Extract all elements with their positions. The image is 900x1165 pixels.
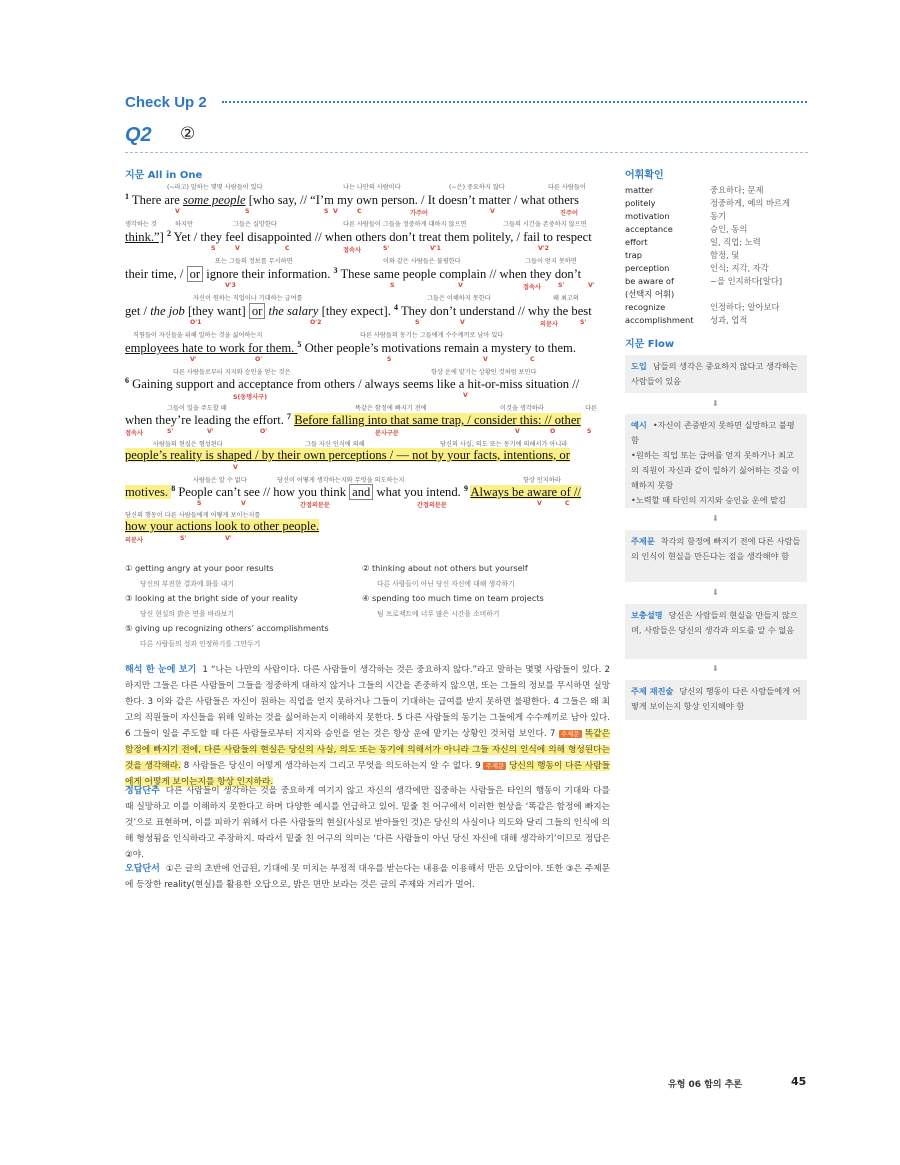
anno: 다른 사람들이 [548, 184, 586, 191]
anno: 그들은 이해하지 못한다 [427, 295, 491, 302]
vocab-row: acceptance 승인, 동의 [625, 223, 748, 234]
sentence-5: employees hate to work for them. $^5$ Other people’s motivations remain a mystery to them. [125, 340, 576, 356]
answer-explanation [125, 783, 610, 863]
translation-highlight: 똑같은 함정에 빠지기 전에, 다른 사람들의 현실은 당신의 사실, 의도 또는 동기에 의해서가 아니라 그들 자신의 인식에 의해 형성된다는 것을 생각해라. [125, 729, 610, 771]
footer-section: 유형 06 함의 추론 [668, 1080, 743, 1090]
answer-text: 다른 사람들이 생각하는 것을 중요하게 여기지 않고 자신의 생각에만 집중하는 사람들은 타인의 행동이 기대와 다를 때 실망하고 이를 이해하지 못한다고 하며 다양한 예시를 언급하고 있어. 밑줄 친 어구에서 이러한 현상을 ‘똑같은 함정에 빠지는 것’으로 표현하며, 이를 피하기 위해서 다른 사람들의 현실(사실로 받아들인 것)은 당신의 사실이나 의도와 달리 그들의 인식에 의해 형성됨을 인식하라고 주장하지. 따라서 밑줄 친 어구의 의미는 ‘다른 사람들이 아닌 당신 자신에 대해 생각하기’이므로 정답은 ②야. [125, 786, 610, 860]
anno: 직원들이 자신들을 위해 일하는 것을 싫어하는지 [133, 332, 263, 339]
anno: 하지만 [175, 221, 193, 228]
gram-mark: V [333, 208, 338, 215]
gram-mark: C [357, 208, 362, 215]
gram-mark: 간접의문문 [300, 502, 330, 509]
gram-mark: C [530, 356, 535, 363]
vocab-list [625, 183, 810, 326]
gram-mark: O' [255, 356, 263, 363]
gram-mark: C [565, 500, 570, 507]
down-arrow-icon: ⬇ [712, 514, 719, 523]
gram-mark: S [324, 208, 329, 215]
vocab-row: effort 일, 직업; 노력 [625, 236, 761, 247]
vocab-row: motivation 동기 [625, 210, 727, 221]
anno: 당신의 사실, 의도 또는 동기에 의해서가 아니라 [440, 441, 568, 448]
gram-mark: S' [580, 319, 587, 326]
down-arrow-icon: ⬇ [712, 588, 719, 597]
anno: 사람들은 알 수 없다 [193, 477, 247, 484]
topic-tag: 주제문 [560, 730, 580, 738]
sentence-7: when they’re leading the effort. $^7$ Before falling into that same trap, / consider this: // other [125, 412, 581, 428]
gram-mark: S' [180, 535, 187, 542]
anno: 항상 인지하라 [523, 477, 561, 484]
anno: 그들 자신 인식에 의해 [305, 441, 365, 448]
anno: 이와 같은 사람들은 불평한다 [383, 258, 461, 265]
gram-mark: S [245, 208, 250, 215]
gram-mark: C [285, 245, 290, 252]
sentence-8: people’s reality is shaped / by their own perceptions / — not by your facts, intentions, or [125, 448, 570, 462]
anno: 그들의 시간을 존중하지 않으면 [503, 221, 587, 228]
gram-mark: 진주어 [560, 210, 578, 217]
anno: 생각하는 것 [125, 221, 157, 228]
answer-symbol: ② [180, 124, 196, 144]
anno: (~은) 중요하지 않다 [449, 184, 505, 191]
wrong-label: 오답단서 [125, 864, 160, 874]
passage [125, 182, 610, 542]
anno: 다른 사람들의 동기는 그들에게 수수께끼로 남아 있다 [360, 332, 504, 339]
gram-mark: S [415, 319, 420, 326]
anno: 똑같은 함정에 빠지기 전에 [355, 405, 427, 412]
anno: 나는 나만의 사람이다 [343, 184, 401, 191]
page-title: Check Up 2 [125, 94, 207, 111]
anno: 당신이 어떻게 생각하는지와 무엇을 의도하는지 [277, 477, 405, 484]
passage-heading: 지문 All in One [125, 170, 203, 181]
sentence-4: get / the job [they want] or the salary [they expect]. $^4$ They don’t understand // why the best [125, 303, 592, 319]
flow-example: 예시 •자신이 존중받지 못하면 실망하고 불평함 •원하는 직업 또는 급여를 얻지 못하거나 최고의 직원이 자신과 같이 일하기 싫어하는 것을 이해하지 못함 •노력할 때 타인의 지지와 승인을 운에 맡김 [625, 414, 807, 508]
gram-mark: O [550, 428, 556, 435]
answer-label: 정답단추 [125, 786, 160, 796]
sentence-6: $^6$ Gaining support and acceptance from others / always seems like a hit-or-miss situation // [125, 376, 580, 392]
gram-mark: V [241, 500, 246, 507]
topic-tag: 주제문 [485, 762, 505, 770]
sentence-2: think.”] $^2$ Yet / they feel disappointed // when others don’t treat them politely, / fail to respect [125, 229, 592, 245]
anno: 다른 사람들로부터 지지와 승인을 얻는 것은 [173, 369, 291, 376]
gram-mark: V [537, 500, 542, 507]
translation-label: 해석 한 눈에 보기 [125, 665, 197, 675]
gram-mark: S' [167, 428, 174, 435]
option-2[interactable]: ② thinking about not others but yourself 다른 사람들이 아닌 당신 자신에 대해 생각하기 [362, 563, 528, 588]
gram-mark: V [463, 392, 468, 399]
translation-highlight: 당신의 행동이 다른 사람들에게 어떻게 보이는지를 항상 인지하라. [125, 761, 610, 787]
down-arrow-icon: ⬇ [712, 664, 719, 673]
gram-mark: O'2 [310, 319, 322, 326]
anno: 당신의 행동이 다른 사람들에게 어떻게 보이는지를 [125, 512, 261, 519]
translation [125, 662, 610, 790]
flow-restate: 주제 재진술 당신의 행동이 다른 사람들에게 어떻게 보이는지 항상 인지해야 함 [625, 680, 807, 720]
gram-mark: V' [588, 282, 595, 289]
gram-mark: S [197, 500, 202, 507]
anno: 또는 그들의 정보를 무시하면 [215, 258, 293, 265]
option-5[interactable]: ⑤ giving up recognizing others’ accomplishments 다른 사람들의 성과 인정하기를 그만두기 [125, 623, 329, 648]
gram-mark: V [458, 282, 463, 289]
page-number: 45 [791, 1075, 807, 1088]
sentence-10: how your actions look to other people. [125, 519, 320, 533]
section-divider [125, 152, 808, 153]
gram-mark: 접속사 [523, 284, 541, 291]
sentence-3: their time, / or ignore their information. $^3$ These same people complain // when they don’t [125, 266, 582, 282]
vocab-row: matter 중요하다; 문제 [625, 184, 764, 195]
flow-topic: 주제문 착각의 함정에 빠지기 전에 다른 사람들의 인식이 현실을 만든다는 점을 생각해야 함 [625, 530, 807, 582]
title-divider [222, 101, 807, 103]
gram-mark: 가주어 [410, 210, 428, 217]
anno: 다른 사람들이 그들을 정중하게 대하지 않으면 [343, 221, 467, 228]
vocab-row: be aware of ~을 인지하다[알다] [625, 275, 783, 286]
gram-mark: V' [190, 356, 197, 363]
gram-mark: S' [383, 245, 390, 252]
gram-mark: O' [260, 428, 268, 435]
flow-support: 보충설명 당신은 사람들의 현실을 만들지 않으며, 사람들은 당신의 생각과 의도를 알 수 없음 [625, 604, 807, 659]
anno: 왜 최고의 [553, 295, 579, 302]
option-1[interactable]: ① getting angry at your poor results 당신의 부진한 결과에 화를 내기 [125, 563, 274, 588]
gram-mark: S [587, 428, 592, 435]
translation-text: 1 “나는 나만의 사람이다. 다른 사람들이 생각하는 것은 중요하지 않다.”라고 말하는 몇몇 사람들이 있다. 2 하지만 그들은 다른 사람들이 그들을 정중하게 대하지 않거나 그들의 시간을 존중하지 않으면, 또는 그들의 정보를 무시하면 실망한다. 3 이와 같은 사람들은 자신이 원하는 직업을 얻지 못하거나 그들이 기대하는 급여를 받지 못하면 불평한다. 4 그들은 왜 최고의 직원들이 자신들을 위해 일하는 것을 싫어하는지 이해하지 못한다. 5 다른 사람들의 동기는 그들에게 수수께끼로 남아 있다. 6 그들이 일을 주도할 때 다른 사람들로부터 지지와 승인을 얻는 것은 항상 운에 맡기는 상황인 것처럼 보인다. 7 [125, 665, 610, 739]
anno: 항상 운에 맡기는 상황인 것처럼 보인다 [431, 369, 537, 376]
gram-mark: V [460, 319, 465, 326]
vocab-row: accomplishment 성과, 업적 [625, 314, 748, 325]
gram-mark: V [175, 208, 180, 215]
gram-mark: 의문사 [125, 537, 143, 544]
gram-mark: V' [207, 428, 214, 435]
gram-mark: S [211, 245, 216, 252]
gram-mark: S [387, 356, 392, 363]
gram-mark: 분사구문 [375, 430, 399, 437]
anno: (~라고) 말하는 몇몇 사람들이 있다 [167, 184, 263, 191]
vocab-heading: 어휘확인 [625, 170, 664, 181]
sentence-1: $^1$ There are some people [who say, // “I’m my own person. / It doesn’t matter / what others [125, 192, 579, 208]
gram-mark: V [233, 464, 238, 471]
gram-mark: S [390, 282, 395, 289]
gram-mark: O'1 [190, 319, 202, 326]
gram-mark: V [235, 245, 240, 252]
wrong-explanation [125, 861, 610, 893]
question-number: Q2 [125, 124, 152, 146]
flow-intro: 도입 남들의 생각은 중요하지 않다고 생각하는 사람들이 있음 [625, 355, 807, 393]
gram-mark: V'1 [430, 245, 441, 252]
sentence-9: motives. $^8$ People can’t see // how you think and what you intend. $^9$ Always be aware of // [125, 484, 581, 500]
vocab-row: politely 정중하게, 예의 바르게 [625, 197, 791, 208]
down-arrow-icon: ⬇ [712, 399, 719, 408]
answer-options [125, 563, 610, 648]
anno: 사람들의 현실은 형성된다 [153, 441, 223, 448]
vocab-row: perception 인식; 지각, 자각 [625, 262, 769, 273]
gram-mark: V [515, 428, 520, 435]
anno: 다른 [585, 405, 597, 412]
anno: 그들이 일을 주도할 때 [167, 405, 227, 412]
translation-text: 8 사람들은 당신이 어떻게 생각하는지 그리고 무엇을 의도하는지 알 수 없다. 9 [180, 761, 481, 771]
option-3[interactable]: ③ looking at the bright side of your reality 당신 현실의 밝은 면을 바라보기 [125, 593, 298, 618]
gram-mark: V [490, 208, 495, 215]
gram-mark: 간접의문문 [417, 502, 447, 509]
gram-mark: 접속사 [343, 247, 361, 254]
gram-mark: S(동명사구) [233, 394, 268, 401]
gram-mark: 의문사 [540, 321, 558, 328]
anno: 그들은 실망한다 [233, 221, 277, 228]
option-4[interactable]: ④ spending too much time on team projects 팀 프로젝트에 너무 많은 시간을 소비하기 [362, 593, 544, 618]
vocab-row: (선택지 어휘) [625, 288, 675, 299]
flow-heading: 지문 Flow [625, 339, 675, 350]
gram-mark: V' [225, 535, 232, 542]
wrong-text: ①은 글의 초반에 언급된, 기대에 못 미치는 부정적 대우를 받는다는 내용을 이용해서 만든 오답이야. 또한 ③은 주제문에 등장한 reality(현실)를 활용한 오답으로, 밝은 면만 보라는 것은 글의 주제와 거리가 멀어. [125, 864, 610, 890]
gram-mark: S' [558, 282, 565, 289]
vocab-row: recognize 인정하다; 알아보다 [625, 301, 780, 312]
gram-mark: V'2 [538, 245, 549, 252]
gram-mark: 접속사 [125, 430, 143, 437]
vocab-row: trap 함정, 덫 [625, 249, 740, 260]
anno: 이것을 생각하라 [500, 405, 544, 412]
anno: 자신이 원하는 직업이나 기대하는 급여를 [193, 295, 303, 302]
anno: 그들이 얻지 못하면 [525, 258, 577, 265]
gram-mark: V [483, 356, 488, 363]
gram-mark: V'3 [225, 282, 236, 289]
